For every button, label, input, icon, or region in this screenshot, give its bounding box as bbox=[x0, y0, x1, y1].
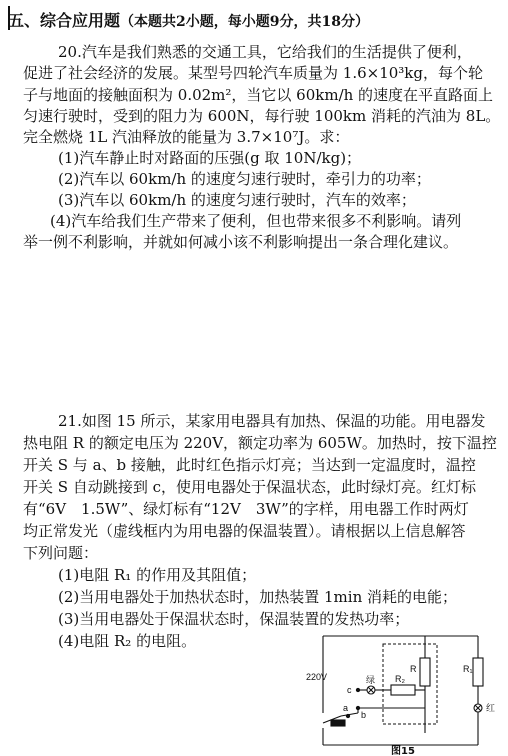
q21-line: (2)当用电器处于加热状态时，加热装置 1min 消耗的电能； bbox=[58, 588, 458, 606]
section-title bbox=[8, 8, 369, 31]
section-title-text: 五、综合应用题 bbox=[8, 11, 121, 30]
q20-line: 20.汽车是我们熟悉的交通工具，它给我们的生活提供了便利， bbox=[58, 43, 472, 61]
q20-line: (1)汽车静止时对路面的压强(g 取 10N/kg)； bbox=[58, 149, 362, 167]
resistor-R2 bbox=[391, 685, 415, 695]
green-lamp-label: 绿 bbox=[366, 675, 376, 685]
contact-b bbox=[356, 706, 359, 709]
q21-line: 21.如图 15 所示，某家用电器具有加热、保温的功能。用电器发 bbox=[58, 412, 486, 430]
resistor-R1 bbox=[473, 658, 483, 686]
q20-line: 完全燃烧 1L 汽油释放的能量为 3.7×10⁷J。求： bbox=[23, 128, 350, 146]
q20-line: (3)汽车以 60km/h 的速度匀速行驶时，汽车的效率； bbox=[58, 191, 416, 209]
q21-line: (3)当用电器处于保温状态时，保温装置的发热功率； bbox=[58, 610, 410, 628]
q21-line: 有“6V 1.5W”、绿灯标有“12V 3W”的字样，用电器工作时两灯 bbox=[23, 500, 469, 518]
q20-line: (2)汽车以 60km/h 的速度匀速行驶时，牵引力的功率； bbox=[58, 170, 431, 188]
q21-line: 下列问题： bbox=[23, 544, 99, 562]
R1-label: R₁ bbox=[463, 664, 473, 674]
figure-caption: 图15 bbox=[391, 746, 415, 756]
q21-line: 均正常发光（虚线框内为用电器的保温装置）。请根据以上信息解答 bbox=[23, 522, 466, 540]
switch-S-body bbox=[331, 720, 345, 726]
contact-b-label: b bbox=[361, 710, 367, 720]
contact-a-label: a bbox=[343, 703, 349, 713]
section-title-note: （本题共2小题，每小题9分，共18分） bbox=[120, 14, 369, 30]
voltage-label: 220V bbox=[306, 672, 328, 682]
R2-label: R₂ bbox=[395, 674, 405, 684]
q20-line: (4)汽车给我们生产带来了便利，但也带来很多不利影响。请列 bbox=[50, 212, 462, 230]
q21-line: (4)电阻 R₂ 的电阻。 bbox=[58, 632, 197, 650]
circuit-diagram bbox=[303, 628, 503, 756]
contact-c bbox=[356, 688, 359, 691]
q20-line: 举一例不利影响，并就如何减小该不利影响提出一条合理化建议。 bbox=[23, 233, 459, 251]
contact-c-label: c bbox=[347, 685, 352, 695]
q20-line: 匀速行驶时，受到的阻力为 600N，每行驶 100km 消耗的汽油为 8L。 bbox=[23, 107, 501, 125]
q21-line: 热电阻 R 的额定电压为 220V，额定功率为 605W。加热时，按下温控 bbox=[23, 434, 497, 452]
q21-line: 开关 S 自动跳接到 c，使用电器处于保温状态，此时绿灯亮。红灯标 bbox=[23, 478, 476, 496]
insulation-dashed-box bbox=[383, 644, 437, 724]
q21-line: (1)电阻 R₁ 的作用及其阻值； bbox=[58, 566, 257, 584]
red-lamp-label: 红 bbox=[486, 703, 496, 713]
q21-line: 开关 S 与 a、b 接触，此时红色指示灯亮；当达到一定温度时，温控 bbox=[23, 456, 476, 474]
resistor-R bbox=[420, 658, 430, 686]
q20-line: 促进了社会经济的发展。某型号四轮汽车质量为 1.6×10³kg，每个轮 bbox=[23, 64, 483, 82]
q20-line: 子与地面的接触面积为 0.02m²，当它以 60km/h 的速度在平直路面上 bbox=[23, 86, 494, 104]
R-label: R bbox=[410, 664, 417, 674]
